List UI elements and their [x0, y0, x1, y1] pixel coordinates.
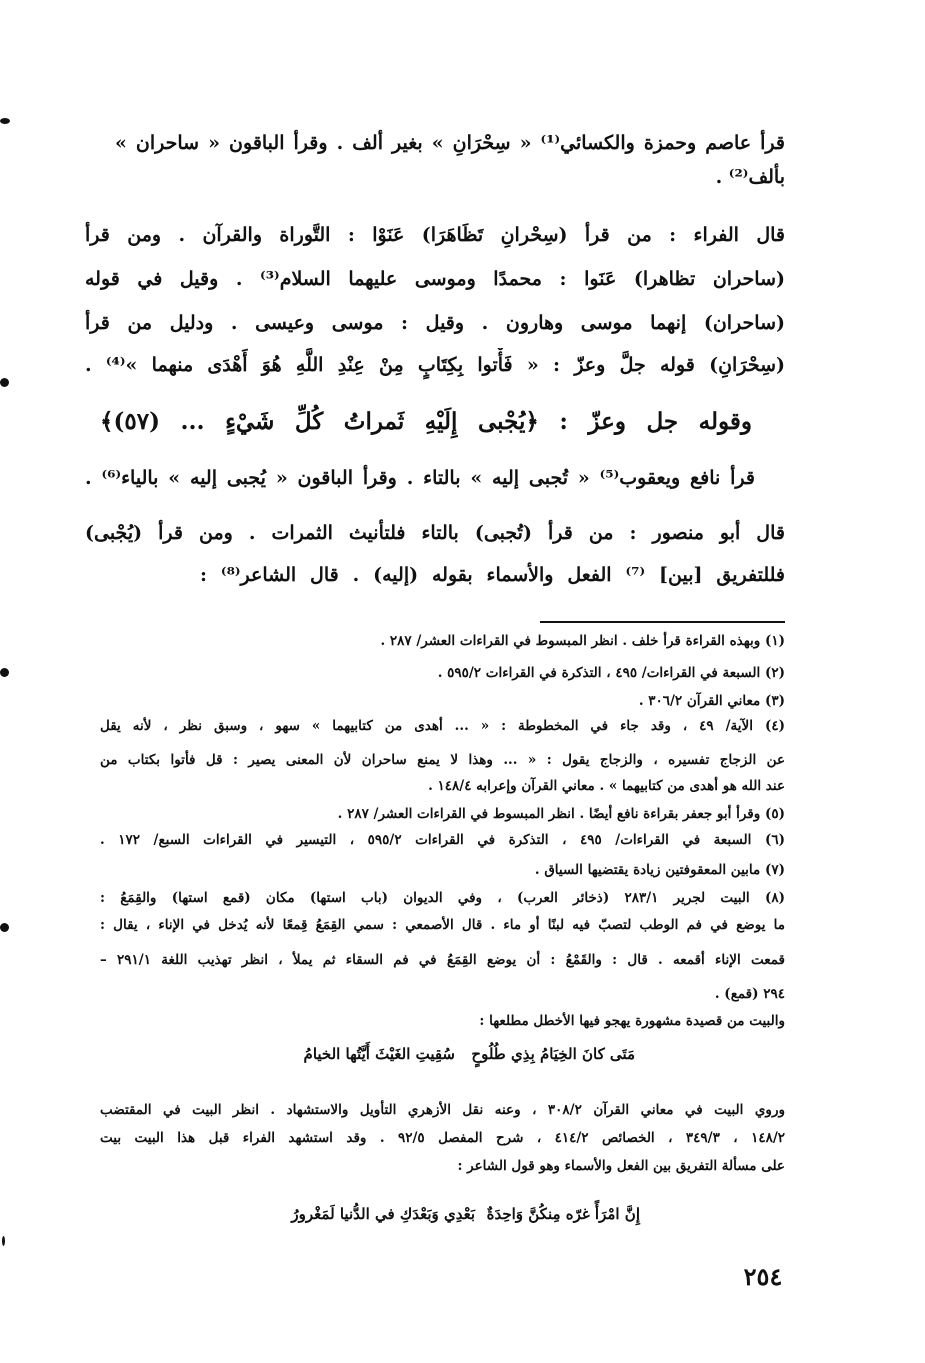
footnote-line: ٢٩٤ (قمع) . [714, 986, 785, 1002]
footnote-line: عند الله هو أهدى من كتابيهما » . معاني القرآن وإعرابه ١٤٨/٤ . [428, 778, 785, 794]
footnote-line: (٧) مابين المعقوفتين زيادة يقتضيها السياق . [534, 862, 785, 878]
footnote-line: وروي البيت في معاني القرآن ٣٠٨/٢ ، وعنه نقل الأزهري التأويل والاستشهاد . انظر البيت في المقتضب [100, 1102, 785, 1118]
main-text-line: قرأ نافع ويعقوب⁽⁵⁾ « تُجبى إليه » بالتاء . وقرأ الباقون « يُجبى إليه » بالياء⁽⁶⁾ . [85, 467, 755, 489]
verse-hemistich: بَعْدِي وَبَعْدَكِ في الدُّنيا لَمَغْرورُ [291, 1205, 475, 1223]
footnote-line: (٤) الآية/ ٤٩ ، وقد جاء في المخطوطة : « ... أهدى من كتابيهما » سهو ، وسبق نظر ، لأنه يقل [100, 718, 785, 734]
verse-hemistich: سُقِيتِ الغَيْثَ أَيَّتُها الخيامُ [303, 1045, 455, 1063]
footnote-line: (٢) السبعة في القراءات/ ٤٩٥ ، التذكرة في القراءات ٥٩٥/٢ . [437, 665, 785, 681]
scan-mark [0, 923, 9, 932]
main-text-line: (ساحران) إنهما موسى وهارون . وقيل : موسى وعيسى . ودليل من قرأ [85, 312, 785, 334]
footnote-line: عن الزجاج تفسيره ، والزجاج يقول : « ... وهذا لا يمنع ساحران لأن المعنى يصير : قل فأتوا بكتاب من [100, 752, 785, 768]
main-text-line: قال الفراء : من قرأ (سِحْرانِ تَظَاهَرَا) عَنَوْا : التَّوراة والقرآن . ومن قرأ [85, 224, 785, 246]
scan-mark [0, 118, 10, 124]
footnote-line: (٣) معاني القرآن ٣٠٦/٢ . [638, 693, 785, 709]
main-text-line: قرأ عاصم وحمزة والكسائي⁽¹⁾ « سِحْرَانِ » بغير ألف . وقرأ الباقون « ساحران » [115, 132, 785, 154]
main-text-line: فللتفريق [بين] ⁽⁷⁾ الفعل والأسماء بقوله (إليه) . قال الشاعر⁽⁸⁾ : [200, 564, 785, 586]
quran-verse-line: وقوله جل وعزّ : ﴿يُجْبى إِلَيْهِ ثَمراتُ كُلِّ شَيْءٍ ... (٥٧)﴾ [100, 408, 752, 435]
main-text-line: (ساحران تظاهرا) عَنَوا : محمدًا وموسى عليهما السلام⁽³⁾ . وقيل في قوله [85, 268, 785, 290]
footnote-line: على مسألة التفريق بين الفعل والأسماء وهو قول الشاعر : [457, 1158, 785, 1174]
footnote-line: والبيت من قصيدة مشهورة يهجو فيها الأخطل مطلعها : [479, 1013, 785, 1029]
main-text-line: (سِحْرَانِ) قوله جلَّ وعزّ : « فَأْتوا بِكِتَابٍ مِنْ عِنْدِ اللَّهِ هُوَ أَهْدَى منهما »⁽⁴⁾ . [85, 354, 785, 376]
footnote-line: (٦) السبعة في القراءات/ ٤٩٥ ، التذكرة في القراءات ٥٩٥/٢ ، التيسير في القراءات السبع/ ١٧٢ . [100, 832, 785, 848]
footnote-separator [540, 621, 785, 623]
page-number: ٢٥٤ [743, 1262, 783, 1291]
verse-hemistich: إِنَّ امْرَأً غرّه مِنكُنَّ وَاحِدَةٌ [486, 1205, 640, 1223]
scan-mark [2, 1236, 5, 1246]
footnote-line: ١٤٨/٢ ، ٣٤٩/٣ ، الخصائص ٤١٤/٢ ، شرح المفصل ٩٢/٥ . وقد استشهد الفراء قبل هذا البيت بيت [100, 1130, 785, 1146]
scan-mark [0, 668, 9, 677]
scan-mark [0, 378, 9, 387]
footnote-line: ما يوضع في فم الوطب لتصبّ فيه لبنًا أو ماء . قال الأصمعي : سمي القِمَعُ قِمعًا لأنه يُدخل في الإناء ، يقال : [100, 917, 785, 933]
footnote-line: قمعت الإناء أقمعه . قال : والقَمْعُ : أن يوضع القِمَعُ في فم السقاء ثم يملأ ، انظر تهذيب اللغة ٢٩١/١ – [100, 952, 785, 968]
main-text-line: قال أبو منصور : من قرأ (تُجبى) بالتاء فلتأنيث الثمرات . ومن قرأ (يُجْبى) [85, 522, 785, 544]
verse-hemistich: مَتَى كانَ الخِيَامُ بِذِي طُلُوحٍ [471, 1045, 635, 1063]
footnote-line: (٥) وقرأ أبو جعفر بقراءة نافع أيضًا . انظر المبسوط في القراءات العشر/ ٢٨٧ . [337, 806, 785, 822]
main-text-line: بألف⁽²⁾ . [715, 166, 785, 188]
footnote-line: (٨) البيت لجرير ٢٨٣/١ (ذخائر العرب) ، وفي الديوان (باب استها) مكان (قمع استها) والقِمَعُ : [100, 890, 785, 906]
footnote-line: (١) وبهذه القراءة قرأ خلف . انظر المبسوط في القراءات العشر/ ٢٨٧ . [380, 633, 785, 649]
